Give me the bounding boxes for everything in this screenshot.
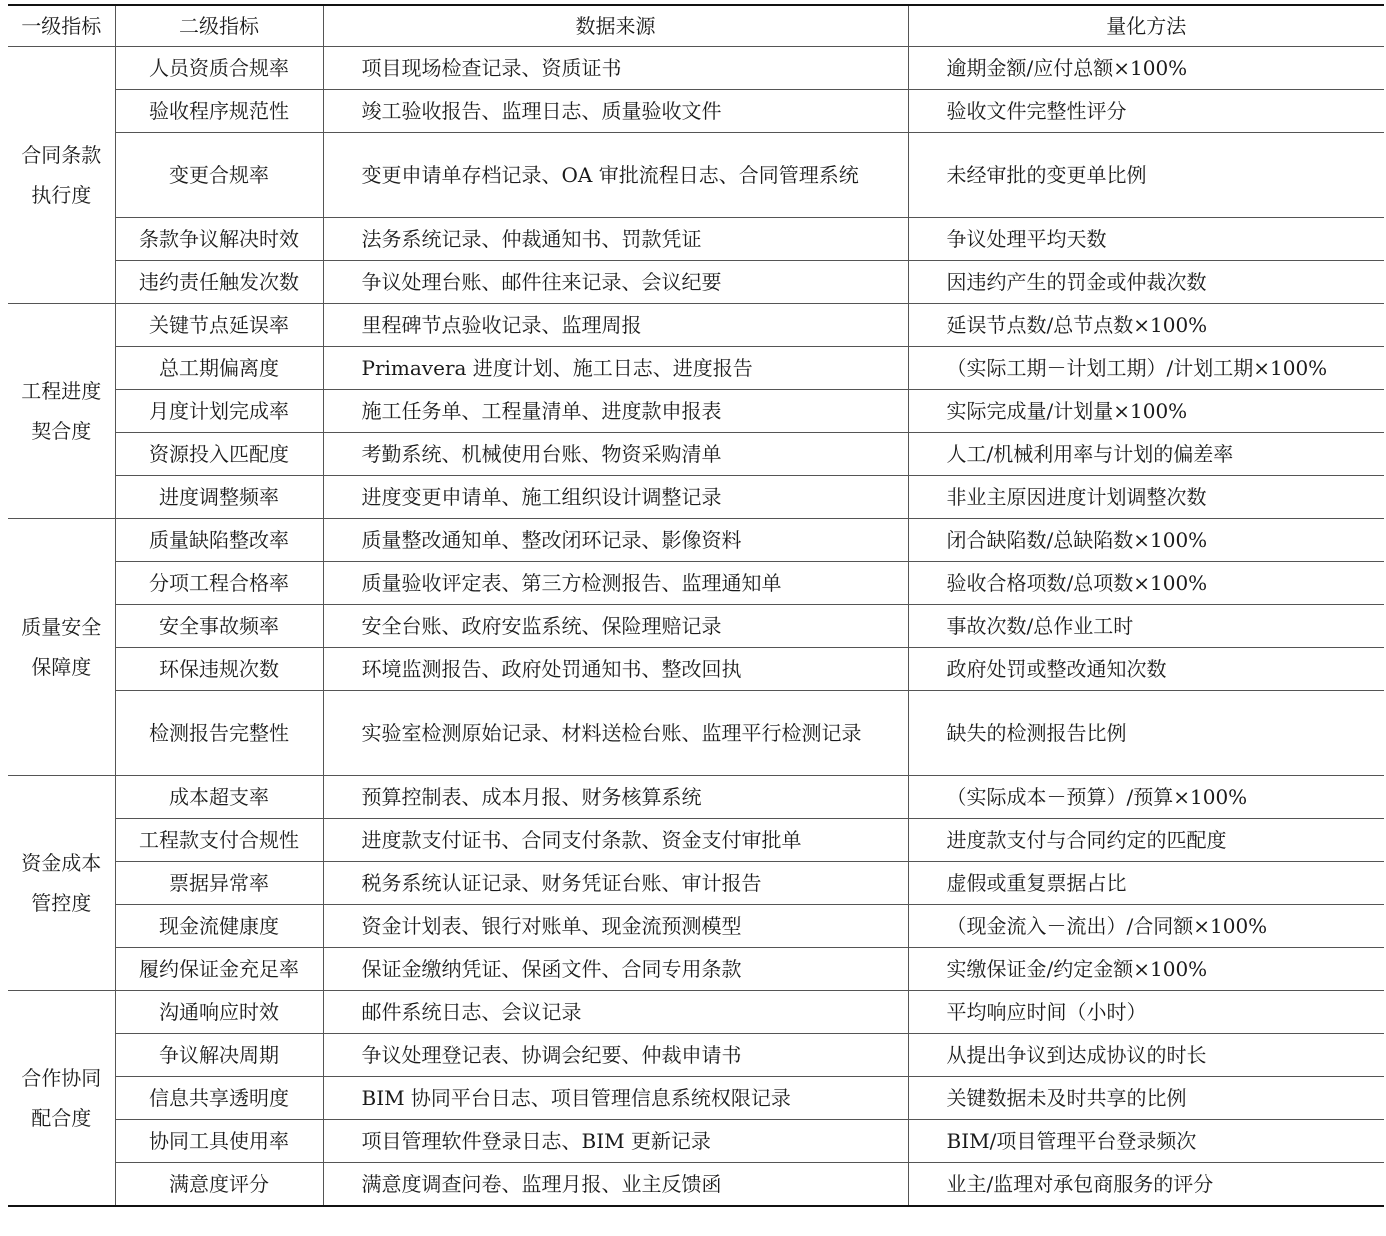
table-row bbox=[8, 648, 1384, 691]
table-row bbox=[8, 433, 1384, 476]
quantification-method-cell: （现金流入－流出）/合同额×100% bbox=[908, 905, 1384, 948]
table-row bbox=[8, 605, 1384, 648]
quantification-method-cell: 延误节点数/总节点数×100% bbox=[908, 304, 1384, 347]
secondary-indicator-cell: 环保违规次数 bbox=[115, 648, 323, 691]
table-row bbox=[8, 1163, 1384, 1207]
secondary-indicator-cell: 争议解决周期 bbox=[115, 1034, 323, 1077]
data-source-text: 法务系统记录、仲裁通知书、罚款凭证 bbox=[361, 227, 702, 251]
data-source-cell bbox=[323, 218, 908, 261]
data-source-text: Primavera 进度计划、施工日志、进度报告 bbox=[361, 356, 753, 380]
table-row bbox=[8, 948, 1384, 991]
data-source-text: 质量验收评定表、第三方检测报告、监理通知单 bbox=[361, 571, 782, 595]
data-source-cell bbox=[323, 304, 908, 347]
data-source-text: 资金计划表、银行对账单、现金流预测模型 bbox=[361, 914, 742, 938]
data-source-cell bbox=[323, 47, 908, 90]
secondary-indicator-cell: 变更合规率 bbox=[115, 133, 323, 218]
data-source-text: 考勤系统、机械使用台账、物资采购清单 bbox=[361, 442, 722, 466]
data-source-cell bbox=[323, 862, 908, 905]
header-row bbox=[8, 5, 1384, 47]
table-row bbox=[8, 519, 1384, 562]
secondary-indicator-cell: 安全事故频率 bbox=[115, 605, 323, 648]
secondary-indicator-cell: 满意度评分 bbox=[115, 1163, 323, 1207]
data-source-text: BIM 协同平台日志、项目管理信息系统权限记录 bbox=[361, 1086, 791, 1110]
secondary-indicator-cell: 沟通响应时效 bbox=[115, 991, 323, 1034]
secondary-indicator-cell: 质量缺陷整改率 bbox=[115, 519, 323, 562]
data-source-cell bbox=[323, 991, 908, 1034]
secondary-indicator-cell: 现金流健康度 bbox=[115, 905, 323, 948]
quantification-method-cell: BIM/项目管理平台登录频次 bbox=[908, 1120, 1384, 1163]
secondary-indicator-cell: 条款争议解决时效 bbox=[115, 218, 323, 261]
quantification-method-cell: （实际成本－预算）/预算×100% bbox=[908, 776, 1384, 819]
secondary-indicator-cell: 验收程序规范性 bbox=[115, 90, 323, 133]
quantification-method-cell: 进度款支付与合同约定的匹配度 bbox=[908, 819, 1384, 862]
table-row bbox=[8, 218, 1384, 261]
secondary-indicator-cell: 进度调整频率 bbox=[115, 476, 323, 519]
table-row bbox=[8, 1077, 1384, 1120]
data-source-text: 争议处理台账、邮件往来记录、会议纪要 bbox=[361, 270, 722, 294]
quantification-method-cell: 验收合格项数/总项数×100% bbox=[908, 562, 1384, 605]
data-source-text: 实验室检测原始记录、材料送检台账、监理平行检测记录 bbox=[361, 721, 862, 745]
secondary-indicator-cell: 履约保证金充足率 bbox=[115, 948, 323, 991]
table-row bbox=[8, 862, 1384, 905]
data-source-text: 进度款支付证书、合同支付条款、资金支付审批单 bbox=[361, 828, 802, 852]
primary-indicator-cell: 合作协同配合度 bbox=[8, 991, 115, 1207]
data-source-cell bbox=[323, 562, 908, 605]
secondary-indicator-cell: 协同工具使用率 bbox=[115, 1120, 323, 1163]
primary-indicator-cell: 工程进度契合度 bbox=[8, 304, 115, 519]
table-row bbox=[8, 905, 1384, 948]
header-quantification-method: 量化方法 bbox=[908, 5, 1384, 47]
table-row bbox=[8, 1120, 1384, 1163]
data-source-text: 安全台账、政府安监系统、保险理赔记录 bbox=[361, 614, 722, 638]
data-source-cell bbox=[323, 347, 908, 390]
quantification-method-cell: 从提出争议到达成协议的时长 bbox=[908, 1034, 1384, 1077]
data-source-text: 竣工验收报告、监理日志、质量验收文件 bbox=[361, 99, 722, 123]
table-row bbox=[8, 562, 1384, 605]
data-source-cell bbox=[323, 776, 908, 819]
quantification-method-cell: 因违约产生的罚金或仲裁次数 bbox=[908, 261, 1384, 304]
table-row bbox=[8, 390, 1384, 433]
data-source-cell bbox=[323, 605, 908, 648]
secondary-indicator-cell: 人员资质合规率 bbox=[115, 47, 323, 90]
data-source-text: 项目管理软件登录日志、BIM 更新记录 bbox=[361, 1129, 711, 1153]
primary-indicator-cell: 质量安全保障度 bbox=[8, 519, 115, 776]
quantification-method-cell: 事故次数/总作业工时 bbox=[908, 605, 1384, 648]
data-source-cell bbox=[323, 261, 908, 304]
data-source-text: 质量整改通知单、整改闭环记录、影像资料 bbox=[361, 528, 742, 552]
table-row bbox=[8, 1034, 1384, 1077]
quantification-method-cell: 实缴保证金/约定金额×100% bbox=[908, 948, 1384, 991]
data-source-text: 进度变更申请单、施工组织设计调整记录 bbox=[361, 485, 722, 509]
data-source-cell bbox=[323, 433, 908, 476]
data-source-text: 环境监测报告、政府处罚通知书、整改回执 bbox=[361, 657, 742, 681]
table-row bbox=[8, 691, 1384, 776]
data-source-text: 预算控制表、成本月报、财务核算系统 bbox=[361, 785, 702, 809]
table-row bbox=[8, 47, 1384, 90]
quantification-method-cell: （实际工期－计划工期）/计划工期×100% bbox=[908, 347, 1384, 390]
quantification-method-cell: 验收文件完整性评分 bbox=[908, 90, 1384, 133]
data-source-text: 税务系统认证记录、财务凭证台账、审计报告 bbox=[361, 871, 762, 895]
data-source-text: 争议处理登记表、协调会纪要、仲裁申请书 bbox=[361, 1043, 742, 1067]
data-source-text: 项目现场检查记录、资质证书 bbox=[361, 56, 622, 80]
table-header bbox=[8, 5, 1384, 47]
quantification-method-cell: 人工/机械利用率与计划的偏差率 bbox=[908, 433, 1384, 476]
quantification-method-cell: 未经审批的变更单比例 bbox=[908, 133, 1384, 218]
primary-indicator-cell: 合同条款执行度 bbox=[8, 47, 115, 304]
secondary-indicator-cell: 信息共享透明度 bbox=[115, 1077, 323, 1120]
header-data-source: 数据来源 bbox=[323, 5, 908, 47]
table-row bbox=[8, 776, 1384, 819]
secondary-indicator-cell: 违约责任触发次数 bbox=[115, 261, 323, 304]
table-body bbox=[8, 47, 1384, 1207]
table-row bbox=[8, 304, 1384, 347]
quantification-method-cell: 非业主原因进度计划调整次数 bbox=[908, 476, 1384, 519]
table-row bbox=[8, 476, 1384, 519]
data-source-cell bbox=[323, 1077, 908, 1120]
data-source-cell bbox=[323, 948, 908, 991]
data-source-text: 施工任务单、工程量清单、进度款申报表 bbox=[361, 399, 722, 423]
quantification-method-cell: 争议处理平均天数 bbox=[908, 218, 1384, 261]
data-source-cell bbox=[323, 1163, 908, 1207]
quantification-method-cell: 平均响应时间（小时） bbox=[908, 991, 1384, 1034]
table-row bbox=[8, 819, 1384, 862]
quantification-method-cell: 实际完成量/计划量×100% bbox=[908, 390, 1384, 433]
data-source-cell bbox=[323, 1034, 908, 1077]
data-source-cell bbox=[323, 1120, 908, 1163]
quantification-method-cell: 闭合缺陷数/总缺陷数×100% bbox=[908, 519, 1384, 562]
secondary-indicator-cell: 分项工程合格率 bbox=[115, 562, 323, 605]
secondary-indicator-cell: 票据异常率 bbox=[115, 862, 323, 905]
secondary-indicator-cell: 工程款支付合规性 bbox=[115, 819, 323, 862]
secondary-indicator-cell: 总工期偏离度 bbox=[115, 347, 323, 390]
data-source-text: 里程碑节点验收记录、监理周报 bbox=[361, 313, 642, 337]
quantification-method-cell: 关键数据未及时共享的比例 bbox=[908, 1077, 1384, 1120]
indicator-table-container bbox=[8, 4, 1384, 1207]
data-source-cell bbox=[323, 519, 908, 562]
quantification-method-cell: 缺失的检测报告比例 bbox=[908, 691, 1384, 776]
secondary-indicator-cell: 检测报告完整性 bbox=[115, 691, 323, 776]
secondary-indicator-cell: 成本超支率 bbox=[115, 776, 323, 819]
quantification-method-cell: 业主/监理对承包商服务的评分 bbox=[908, 1163, 1384, 1207]
data-source-cell bbox=[323, 691, 908, 776]
table-row bbox=[8, 347, 1384, 390]
data-source-text: 满意度调查问卷、监理月报、业主反馈函 bbox=[361, 1172, 722, 1196]
data-source-text: 变更申请单存档记录、OA 审批流程日志、合同管理系统 bbox=[361, 163, 859, 187]
data-source-cell bbox=[323, 648, 908, 691]
table-row bbox=[8, 261, 1384, 304]
data-source-cell bbox=[323, 133, 908, 218]
quantification-method-cell: 政府处罚或整改通知次数 bbox=[908, 648, 1384, 691]
table-row bbox=[8, 133, 1384, 218]
indicator-table bbox=[8, 4, 1384, 1207]
data-source-cell bbox=[323, 90, 908, 133]
primary-indicator-cell: 资金成本管控度 bbox=[8, 776, 115, 991]
data-source-cell bbox=[323, 905, 908, 948]
data-source-cell bbox=[323, 476, 908, 519]
secondary-indicator-cell: 关键节点延误率 bbox=[115, 304, 323, 347]
data-source-cell bbox=[323, 390, 908, 433]
secondary-indicator-cell: 资源投入匹配度 bbox=[115, 433, 323, 476]
data-source-cell bbox=[323, 819, 908, 862]
table-row bbox=[8, 991, 1384, 1034]
data-source-text: 保证金缴纳凭证、保函文件、合同专用条款 bbox=[361, 957, 742, 981]
secondary-indicator-cell: 月度计划完成率 bbox=[115, 390, 323, 433]
header-primary-indicator: 一级指标 bbox=[8, 5, 115, 47]
header-secondary-indicator: 二级指标 bbox=[115, 5, 323, 47]
data-source-text: 邮件系统日志、会议记录 bbox=[361, 1000, 582, 1024]
quantification-method-cell: 逾期金额/应付总额×100% bbox=[908, 47, 1384, 90]
quantification-method-cell: 虚假或重复票据占比 bbox=[908, 862, 1384, 905]
table-row bbox=[8, 90, 1384, 133]
